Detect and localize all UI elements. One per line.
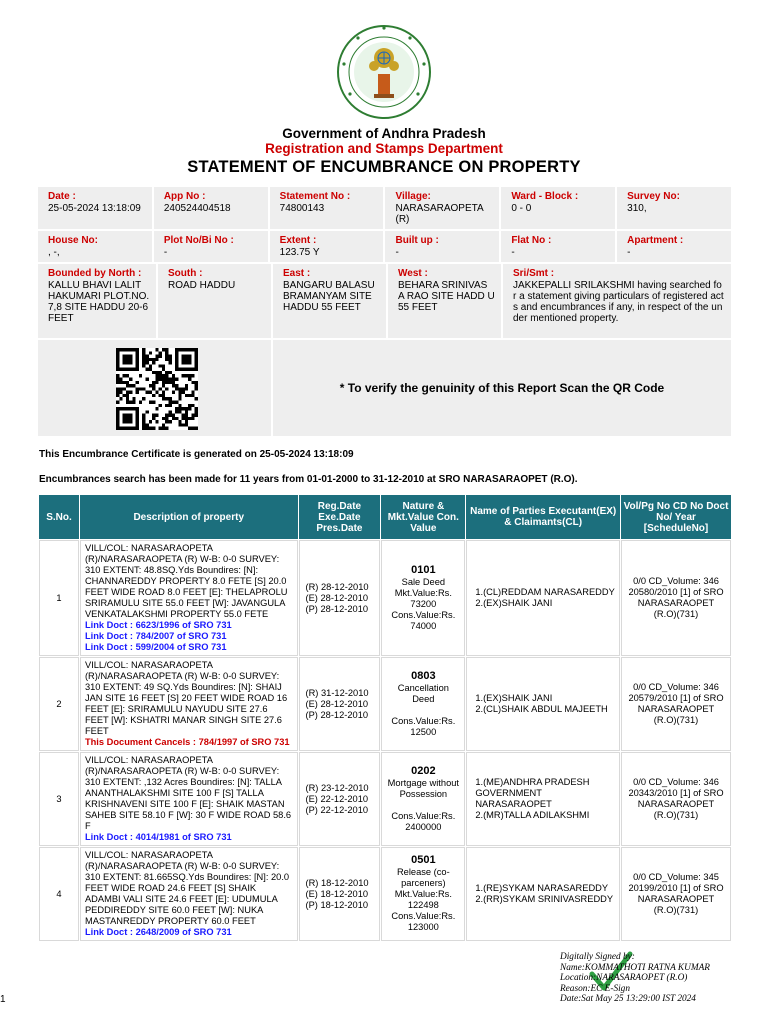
link-doct[interactable]: Link Doct : 6623/1996 of SRO 731 xyxy=(84,620,232,630)
col-parties: Name of Parties Executant(EX) & Claimants(CL) xyxy=(466,495,620,539)
flat-no-cell: Flat No : - xyxy=(501,231,615,262)
info-row-2 xyxy=(38,231,731,262)
generated-note: This Encumbrance Certificate is generated on 25-05-2024 13:18:09 xyxy=(39,449,354,460)
document-title: STATEMENT OF ENCUMBRANCE ON PROPERTY xyxy=(187,158,581,176)
link-doct[interactable]: Link Doct : 2648/2009 of SRO 731 xyxy=(84,927,232,937)
cell-parties: 1.(RE)SYKAM NARASAREDDY 2.(RR)SYKAM SRINIVASREDDY xyxy=(466,847,620,941)
cell-sno: 3 xyxy=(39,752,79,846)
village-cell: Village: NARASARAOPETA (R) xyxy=(385,187,499,229)
extent-cell: Extent : 123.75 Y xyxy=(270,231,384,262)
page-number: 1 xyxy=(0,994,6,1005)
cell-nature: 0202 Mortgage without Possession Cons.Value:Rs. 2400000 xyxy=(381,752,465,846)
cell-volume: 0/0 CD_Volume: 345 20199/2010 [1] of SRO NARASARAOPET (R.O)(731) xyxy=(621,847,731,941)
house-no-cell: House No: , -, xyxy=(38,231,152,262)
statement-no-cell: Statement No : 74800143 xyxy=(270,187,384,229)
cell-parties: 1.(ME)ANDHRA PRADESH GOVERNMENT NARASARAOPET 2.(MR)TALLA ADILAKSHMI xyxy=(466,752,620,846)
north-boundary-cell: Bounded by North : KALLU BHAVI LALIT HAKUMARI PLOT.NO.7,8 SITE HADDU 20-6 FEET xyxy=(38,264,156,338)
col-volume: Vol/Pg No CD No Doct No/ Year [ScheduleNo] xyxy=(621,495,731,539)
qr-row xyxy=(38,340,731,436)
date-cell: Date : 25-05-2024 13:18:09 xyxy=(38,187,152,229)
government-title: Government of Andhra Pradesh xyxy=(282,126,486,141)
digital-signature: Digitally Signed by: Name:KOMMATHOTI RATNA KUMAR Location:NARASARAOPET (R.O) Reason:EC E-Sign Date:Sat May 25 13:29:00 IST 2024 xyxy=(560,952,710,1004)
col-sno: S.No. xyxy=(39,495,79,539)
plot-no-cell: Plot No/Bi No : - xyxy=(154,231,268,262)
link-doct[interactable]: Link Doct : 784/2007 of SRO 731 xyxy=(84,631,227,641)
department-title: Registration and Stamps Department xyxy=(265,141,503,156)
col-description: Description of property xyxy=(80,495,298,539)
verify-note: * To verify the genuinity of this Report Scan the QR Code xyxy=(273,340,731,436)
qr-cell xyxy=(38,340,271,436)
cell-nature: 0803 Cancellation Deed Cons.Value:Rs. 12500 xyxy=(381,657,465,751)
cell-volume: 0/0 CD_Volume: 346 20579/2010 [1] of SRO NARASARAOPET (R.O)(731) xyxy=(621,657,731,751)
table-row xyxy=(39,752,731,846)
apartment-cell: Apartment : - xyxy=(617,231,731,262)
south-boundary-cell: South : ROAD HADDU xyxy=(158,264,271,338)
link-doct[interactable]: Link Doct : 599/2004 of SRO 731 xyxy=(84,642,227,652)
cell-parties: 1.(CL)REDDAM NARASAREDDY 2.(EX)SHAIK JANI xyxy=(466,540,620,656)
cell-dates: (R) 23-12-2010 (E) 22-12-2010 (P) 22-12-2010 xyxy=(299,752,381,846)
cell-description: VILL/COL: NARASARAOPETA (R)/NARASARAOPETA (R) W-B: 0-0 SURVEY: 310 EXTENT: ,132 Acres Boundires: [N]: TALLA ANANTHALAKSHMI SITE 100 F [S] TALLA KRISHNAVENI SITE 100 F [E]: SHAIK MASTAN SAHEB SITE 58.10 F [W]: 30 F WIDE ROAD 58.6 F Link Doct : 4014/1981 of SRO 731 xyxy=(80,752,298,846)
cell-description: VILL/COL: NARASARAOPETA (R)/NARASARAOPETA (R) W-B: 0-0 SURVEY: 310 EXTENT: 81.665SQ.Yds Boundires: [N]: 20.0 FEET WIDE ROAD 24.6 FEET [S] SHAIK ADAMBI VALI SITE 24.6 FEET [E]: UDUMULA PEDDIREDDY SITE 60.0 FEET [W]: NUKA MASTANREDDY PROPERTY 60.0 FEET Link Doct : 2648/2009 of SRO 731 xyxy=(80,847,298,941)
west-boundary-cell: West : BEHARA SRINIVAS A RAO SITE HADD U 55 FEET xyxy=(388,264,501,338)
survey-no-cell: Survey No: 310, xyxy=(617,187,731,229)
searcher-cell: Sri/Smt : JAKKEPALLI SRILAKSHMI having searched for a statement giving particulars of registered acts and encumbrances if any, in respect of the under mentioned property. xyxy=(503,264,731,338)
info-row-3 xyxy=(38,264,731,338)
cell-dates: (R) 28-12-2010 (E) 28-12-2010 (P) 28-12-2010 xyxy=(299,540,381,656)
cell-sno: 4 xyxy=(39,847,79,941)
ward-block-cell: Ward - Block : 0 - 0 xyxy=(501,187,615,229)
andhra-pradesh-emblem xyxy=(336,24,432,120)
east-boundary-cell: East : BANGARU BALASU BRAMANYAM SITE HADDU 55 FEET xyxy=(273,264,386,338)
table-header-row xyxy=(39,495,731,539)
cancel-note: This Document Cancels : 784/1997 of SRO 731 xyxy=(84,737,290,747)
table-row xyxy=(39,540,731,656)
col-dates: Reg.Date Exe.Date Pres.Date xyxy=(299,495,381,539)
cell-nature: 0101 Sale Deed Mkt.Value:Rs. 73200 Cons.Value:Rs. 74000 xyxy=(381,540,465,656)
encumbrance-table xyxy=(38,494,732,942)
search-note: Encumbrances search has been made for 11 years from 01-01-2000 to 31-12-2010 at SRO NARASARAOPET (R.O). xyxy=(39,474,578,485)
cell-description: VILL/COL: NARASARAOPETA (R)/NARASARAOPETA (R) W-B: 0-0 SURVEY: 310 EXTENT: 48.8SQ.Yds Boundires: [N]: CHANNAREDDY PROPERTY 8.0 FETE [S] 20.0 FEET WIDE ROAD 8.0 FEET [E]: THELAPROLU SRIRAMULU SITE 55.0 FEET [W]: JAVANGULA VENKATALAKSHMI PROPERTY 55.0 FETE Link Doct : 6623/1996 of SRO 731 Link Doct : 784/2007 of SRO 731 Link Doct : 599/2004 of SRO 731 xyxy=(80,540,298,656)
cell-volume: 0/0 CD_Volume: 346 20343/2010 [1] of SRO NARASARAOPET (R.O)(731) xyxy=(621,752,731,846)
info-row-1 xyxy=(38,187,731,229)
qr-code-icon[interactable] xyxy=(116,348,198,430)
app-no-cell: App No : 240524404518 xyxy=(154,187,268,229)
link-doct[interactable]: Link Doct : 4014/1981 of SRO 731 xyxy=(84,832,232,842)
cell-dates: (R) 18-12-2010 (E) 18-12-2010 (P) 18-12-2010 xyxy=(299,847,381,941)
cell-dates: (R) 31-12-2010 (E) 28-12-2010 (P) 28-12-2010 xyxy=(299,657,381,751)
built-up-cell: Built up : - xyxy=(385,231,499,262)
cell-parties: 1.(EX)SHAIK JANI 2.(CL)SHAIK ABDUL MAJEETH xyxy=(466,657,620,751)
table-row xyxy=(39,657,731,751)
cell-sno: 1 xyxy=(39,540,79,656)
cell-volume: 0/0 CD_Volume: 346 20580/2010 [1] of SRO NARASARAOPET (R.O)(731) xyxy=(621,540,731,656)
col-nature: Nature & Mkt.Value Con. Value xyxy=(381,495,465,539)
table-row xyxy=(39,847,731,941)
cell-nature: 0501 Release (co-parceners) Mkt.Value:Rs. 122498 Cons.Value:Rs. 123000 xyxy=(381,847,465,941)
cell-sno: 2 xyxy=(39,657,79,751)
cell-description: VILL/COL: NARASARAOPETA (R)/NARASARAOPETA (R) W-B: 0-0 SURVEY: 310 EXTENT: 49 SQ.Yds Boundires: [N]: SHAIJ JAN SITE 16 FEET [S] 20 FEET WIDE ROAD 16 FEET [E]: SRIRAMULU NAYUDU SITE 27.6 FEET [W]: KSHATRI MANAR SINGH SITE 27.6 FEET This Document Cancels : 784/1997 of SRO 731 xyxy=(80,657,298,751)
